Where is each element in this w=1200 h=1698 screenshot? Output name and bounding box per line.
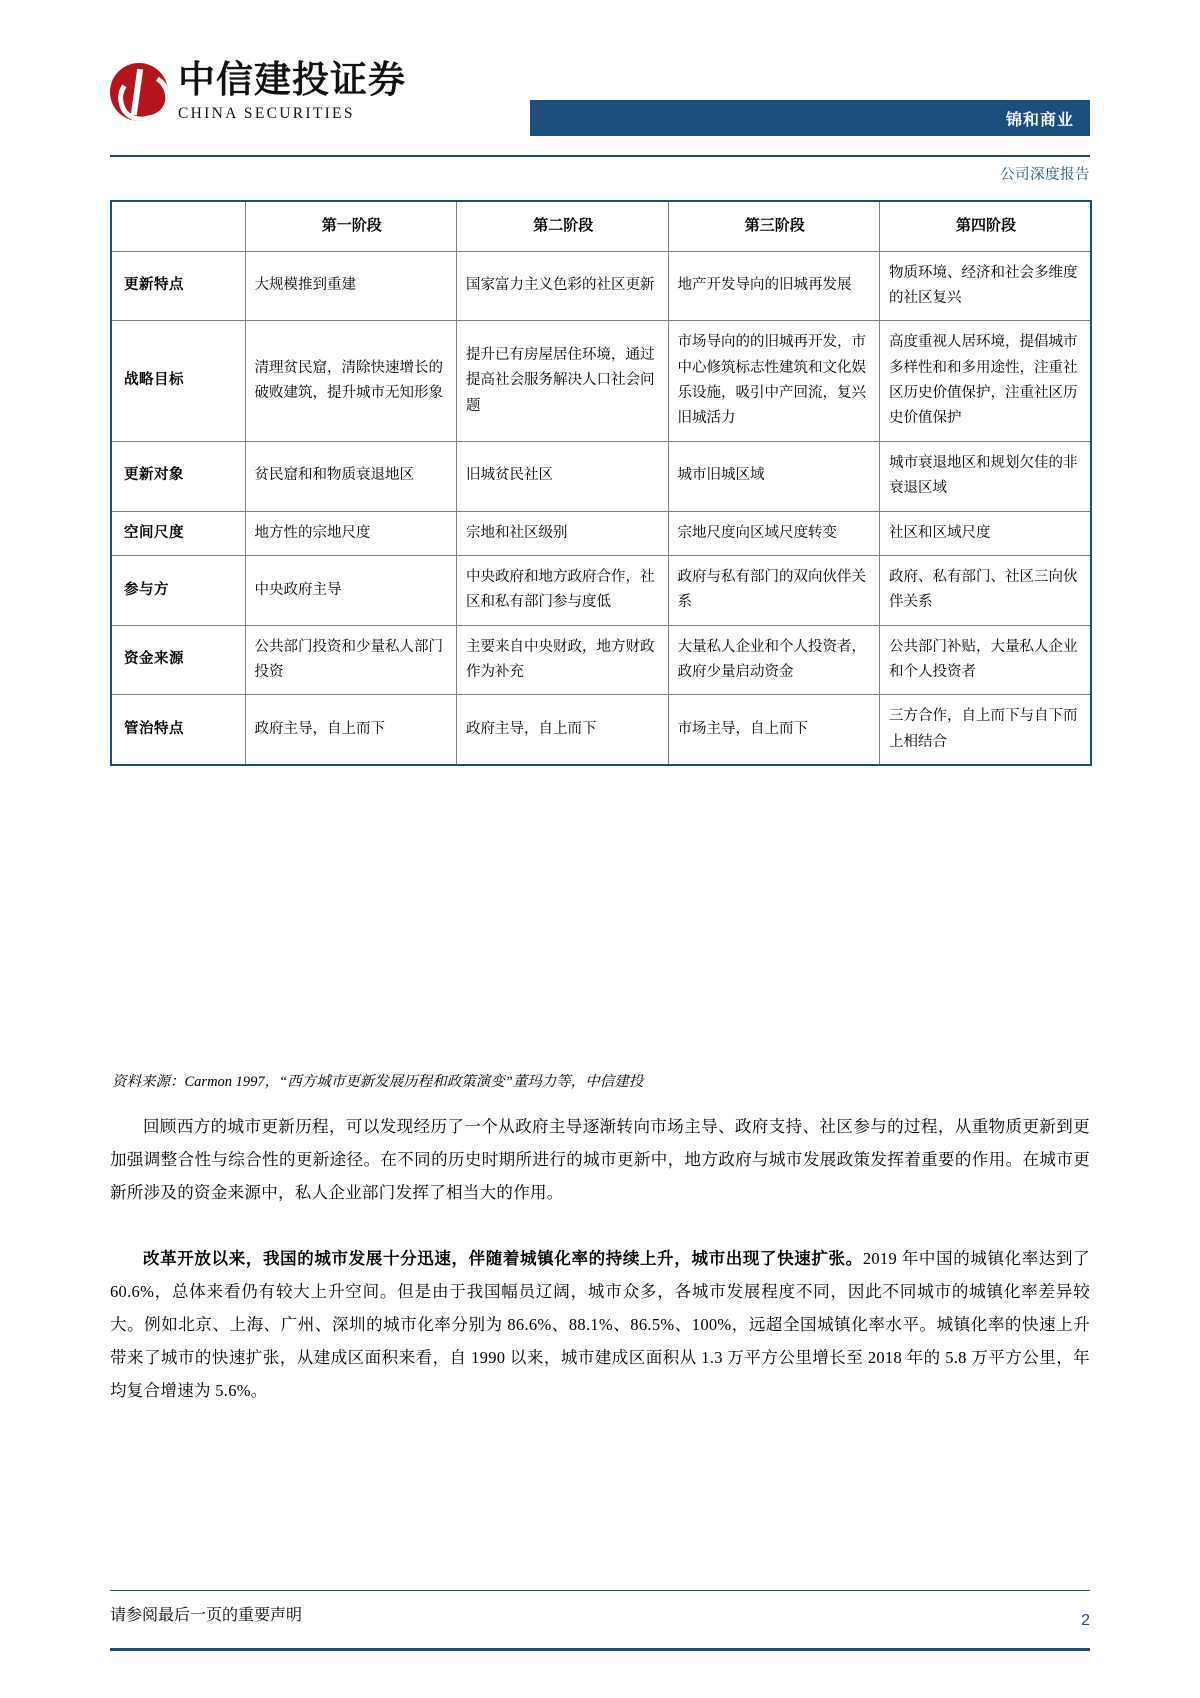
table-cell: 地产开发导向的旧城再发展	[668, 251, 880, 321]
row-label: 管治特点	[111, 695, 245, 765]
table-cell: 城市衰退地区和规划欠佳的非衰退区域	[880, 441, 1092, 511]
table-cell: 政府主导，自上而下	[457, 695, 669, 765]
table-cell: 清理贫民窟，清除快速增长的破败建筑，提升城市无知形象	[245, 321, 457, 442]
table-header-row	[111, 201, 1091, 251]
table-cell: 政府与私有部门的双向伙伴关系	[668, 555, 880, 625]
table-row	[111, 321, 1091, 442]
table-cell: 三方合作，自上而下与自下而上相结合	[880, 695, 1092, 765]
table-cell: 中央政府主导	[245, 555, 457, 625]
row-label: 战略目标	[111, 321, 245, 442]
table-source-note: 资料来源：Carmon 1997，“西方城市更新发展历程和政策演变”董玛力等，中信建投	[112, 1074, 644, 1090]
logo-english-name: CHINA SECURITIES	[178, 105, 355, 122]
table-row	[111, 625, 1091, 695]
table-cell: 市场主导，自上而下	[668, 695, 880, 765]
table-cell: 物质环境、经济和社会多维度的社区复兴	[880, 251, 1092, 321]
table-cell: 大规模推到重建	[245, 251, 457, 321]
table-row	[111, 555, 1091, 625]
table-cell: 大量私人企业和个人投资者，政府少量启动资金	[668, 625, 880, 695]
table-cell: 主要来自中央财政，地方财政作为补充	[457, 625, 669, 695]
brand-logo	[110, 62, 406, 122]
paragraph-1-text: 回顾西方的城市更新历程，可以发现经历了一个从政府主导逐渐转向市场主导、政府支持、社区参与的过程，从重物质更新到更加强调整合性与综合性的更新途径。在不同的历史时期所进行的城市更新中，地方政府与城市发展政策发挥着重要的作用。在城市更新所涉及的资金来源中，私人企业部门发挥了相当大的作用。	[110, 1117, 1090, 1202]
table-cell: 高度重视人居环境，提倡城市多样性和和多用途性，注重社区历史价值保护，注重社区历史价值保护	[880, 321, 1092, 442]
column-header-stage-4: 第四阶段	[880, 201, 1092, 251]
row-label: 参与方	[111, 555, 245, 625]
footer-disclaimer: 请参阅最后一页的重要声明	[110, 1607, 303, 1624]
row-label: 空间尺度	[111, 511, 245, 555]
table-cell: 公共部门投资和少量私人部门投资	[245, 625, 457, 695]
paragraph-2	[110, 1242, 1090, 1407]
table-cell: 政府、私有部门、社区三向伙伴关系	[880, 555, 1092, 625]
table-corner-cell	[111, 201, 245, 251]
table-row	[111, 695, 1091, 765]
footer-divider	[110, 1590, 1090, 1591]
table-cell: 提升已有房屋居住环境，通过提高社会服务解决人口社会问题	[457, 321, 669, 442]
table-cell: 市场导向的的旧城再开发，市中心修筑标志性建筑和文化娱乐设施，吸引中产回流，复兴旧城活力	[668, 321, 880, 442]
table-cell: 公共部门补贴，大量私人企业和个人投资者	[880, 625, 1092, 695]
urban-renewal-stage-table	[110, 200, 1090, 766]
table-cell: 社区和区域尺度	[880, 511, 1092, 555]
report-type-label: 公司深度报告	[1000, 167, 1090, 183]
table-cell: 地方性的宗地尺度	[245, 511, 457, 555]
table-cell: 旧城贫民社区	[457, 441, 669, 511]
paragraph-2-text: 2019 年中国的城镇化率达到了 60.6%，总体来看仍有较大上升空间。但是由于我国幅员辽阔，城市众多，各城市发展程度不同，因此不同城市的城镇化率差异较大。例如北京、上海、广州、深圳的城市化率分别为 86.6%、88.1%、86.5%、100%，远超全国城镇化率水平。城镇化率的快速上升带来了城市的快速扩张，从建成区面积来看，自 1990 以来，城市建成区面积从 1.3 万平方公里增长至 2018 年的 5.8 万平方公里，年均复合增速为 5.6%。	[110, 1249, 1090, 1400]
table-cell: 中央政府和地方政府合作，社区和私有部门参与度低	[457, 555, 669, 625]
paragraph-1	[110, 1110, 1090, 1209]
table-cell: 宗地和社区级别	[457, 511, 669, 555]
page-header	[110, 62, 1090, 154]
table-cell: 宗地尺度向区域尺度转变	[668, 511, 880, 555]
header-divider	[110, 155, 1090, 157]
china-securities-logo-icon	[110, 63, 168, 121]
row-label: 更新对象	[111, 441, 245, 511]
page-number: 2	[1081, 1612, 1090, 1629]
logo-chinese-name: 中信建投证券	[178, 60, 406, 101]
row-label: 资金来源	[111, 625, 245, 695]
table-cell: 政府主导，自上而下	[245, 695, 457, 765]
table-row	[111, 251, 1091, 321]
row-label: 更新特点	[111, 251, 245, 321]
table-cell: 贫民窟和和物质衰退地区	[245, 441, 457, 511]
footer-bottom-bar	[110, 1648, 1090, 1651]
table-row	[111, 511, 1091, 555]
column-header-stage-2: 第二阶段	[457, 201, 669, 251]
logo-text	[178, 62, 406, 122]
company-tag-banner: 锦和商业	[530, 100, 1090, 136]
column-header-stage-1: 第一阶段	[245, 201, 457, 251]
column-header-stage-3: 第三阶段	[668, 201, 880, 251]
table-cell: 城市旧城区域	[668, 441, 880, 511]
table-cell: 国家富力主义色彩的社区更新	[457, 251, 669, 321]
table-row	[111, 441, 1091, 511]
paragraph-2-lead: 改革开放以来，我国的城市发展十分迅速，伴随着城镇化率的持续上升，城市出现了快速扩张。	[143, 1249, 863, 1268]
